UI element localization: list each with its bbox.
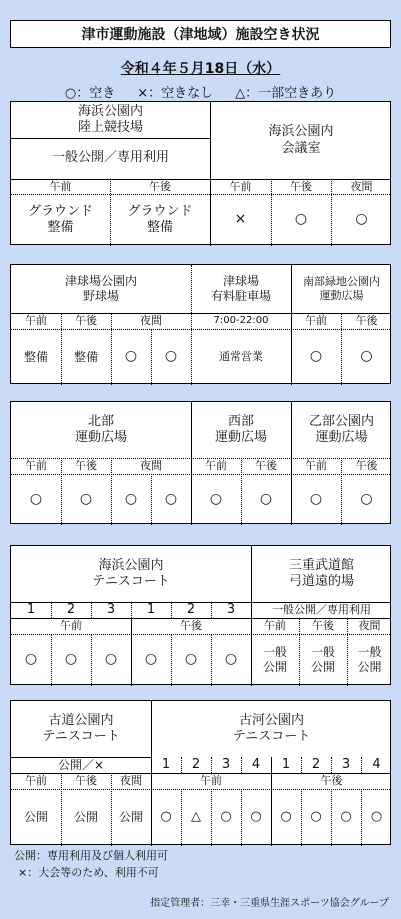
note-line: 公開：専用利用及び個人利用可 xyxy=(14,849,168,862)
footer-manager: 指定管理者：三幸・三重県生涯スポーツ協会グループ xyxy=(150,898,389,909)
legend-available: ○：空き xyxy=(64,86,116,101)
status-cell: ○ xyxy=(209,490,223,507)
facility-name: 三重武道館 弓道遠的場 xyxy=(288,557,354,589)
status-cell: ○ xyxy=(309,490,323,507)
time-header: 夜間 xyxy=(140,459,162,473)
status-cell: ○ xyxy=(184,651,198,668)
time-header: 午前 xyxy=(49,179,72,193)
facility-name: 海浜公園内 会議室 xyxy=(268,124,334,156)
facility-name: 乙部公園内 運動広場 xyxy=(308,413,374,445)
time-header: 午前 xyxy=(60,619,82,633)
status-cell: ○ xyxy=(124,348,138,365)
time-header: 午前 xyxy=(229,179,252,193)
legend xyxy=(0,82,401,101)
status-cell: ○ xyxy=(224,651,238,668)
court-number: 2 xyxy=(191,756,201,772)
time-header: 午後 xyxy=(255,459,277,473)
section-tsu-stadium xyxy=(10,264,391,384)
facility-name: 北部 運動広場 xyxy=(74,413,127,445)
court-number: 1 xyxy=(26,601,36,617)
note-line: ×：大会等のため、利用不可 xyxy=(18,865,159,879)
status-cell: ○ xyxy=(360,490,373,507)
facility-name: 津球場 有料駐車場 xyxy=(210,274,271,303)
status-cell: 整備 xyxy=(73,349,98,364)
page-title-text: 津市運動施設（津地域）施設空き状況 xyxy=(81,27,320,43)
section-kaihin-athletics-meeting xyxy=(10,101,391,245)
facility-name: 西部 運動広場 xyxy=(214,413,267,445)
legend-full: ×：空きなし xyxy=(137,86,214,101)
status-cell: ○ xyxy=(355,211,368,228)
court-number: 2 xyxy=(66,601,76,617)
facility-name: 津球場公園内 野球場 xyxy=(64,274,137,303)
status-cell: ○ xyxy=(29,490,43,507)
status-cell: 公開 xyxy=(23,810,48,824)
time-header: 午後 xyxy=(75,459,97,473)
status-cell: ○ xyxy=(104,651,118,668)
court-number: 2 xyxy=(311,756,321,772)
court-number: 2 xyxy=(186,601,196,617)
court-number: 3 xyxy=(221,756,231,772)
time-header: 午前 xyxy=(264,619,286,633)
status-cell: × xyxy=(234,211,247,228)
status-cell: ○ xyxy=(64,651,78,668)
status-cell: 通常営業 xyxy=(219,350,263,364)
facility-name: 南部緑地公園内 運動広場 xyxy=(303,275,380,302)
status-cell: ○ xyxy=(160,809,172,825)
time-header: 午後 xyxy=(180,619,202,633)
status-cell: 一般 公開 xyxy=(262,645,287,674)
status-cell: ○ xyxy=(124,490,138,507)
facility-name: 古道公園内 テニスコート xyxy=(42,712,120,744)
time-header: 夜間 xyxy=(140,314,162,328)
status-cell: ○ xyxy=(164,348,178,365)
status-cell: ○ xyxy=(294,211,308,228)
time-header: 午後 xyxy=(290,179,312,193)
status-cell: グラウンド 整備 xyxy=(127,203,193,235)
time-header: 午前 xyxy=(305,459,327,473)
court-number: 3 xyxy=(106,601,116,617)
facility-name: 海浜公園内 テニスコート xyxy=(92,557,170,589)
court-number: 3 xyxy=(226,601,236,617)
status-cell: 一般 公開 xyxy=(357,645,382,674)
notes xyxy=(14,848,168,881)
time-header: 7:00-22:00 xyxy=(213,314,269,326)
status-cell: ○ xyxy=(340,809,352,825)
status-cell: ○ xyxy=(370,809,383,825)
time-header: 午前 xyxy=(25,774,47,788)
status-cell: △ xyxy=(191,809,201,825)
facility-sub: 一般公開／専用利用 xyxy=(51,150,169,166)
time-header: 午後 xyxy=(355,459,378,473)
time-header: 午後 xyxy=(149,179,171,193)
status-cell: 公開 xyxy=(118,810,143,824)
court-number: 1 xyxy=(146,601,156,617)
time-header: 午後 xyxy=(75,314,97,328)
status-cell: ○ xyxy=(220,809,232,825)
status-cell: ○ xyxy=(360,348,373,365)
time-header: 午前 xyxy=(305,314,327,328)
court-number: 4 xyxy=(251,756,261,772)
time-header: 午後 xyxy=(75,774,97,788)
facility-sub: 一般公開／専用利用 xyxy=(272,603,371,617)
status-cell: グラウンド 整備 xyxy=(27,203,93,235)
section-tennis-courts xyxy=(10,700,391,845)
status-cell: ○ xyxy=(309,348,323,365)
page-title xyxy=(10,20,391,48)
status-cell: 一般 公開 xyxy=(310,645,335,674)
time-header: 午前 xyxy=(200,774,222,788)
court-number: 3 xyxy=(341,756,351,772)
time-header: 午後 xyxy=(320,774,343,788)
time-header: 午前 xyxy=(25,459,47,473)
date-label: 令和４年５月18日（水） xyxy=(120,61,281,77)
time-header: 午後 xyxy=(355,314,378,328)
time-header: 夜間 xyxy=(350,179,373,193)
facility-name: 海浜公園内 陸上競技場 xyxy=(77,103,143,135)
court-number: 1 xyxy=(281,756,291,772)
status-cell: ○ xyxy=(79,490,93,507)
status-cell: ○ xyxy=(164,490,178,507)
facility-name: 古河公園内 テニスコート xyxy=(232,712,311,744)
status-cell: 整備 xyxy=(23,349,48,364)
status-cell: ○ xyxy=(280,809,292,825)
status-cell: 公開 xyxy=(73,810,98,824)
court-number: 1 xyxy=(161,756,171,772)
facility-sub: 公開／× xyxy=(57,757,105,772)
time-header: 午後 xyxy=(312,619,334,633)
time-header: 午前 xyxy=(205,459,227,473)
status-cell: ○ xyxy=(144,651,158,668)
section-tennis-kyudo xyxy=(10,545,391,685)
status-cell: ○ xyxy=(310,809,322,825)
time-header: 夜間 xyxy=(120,774,142,788)
status-cell: ○ xyxy=(24,651,38,668)
time-header: 夜間 xyxy=(358,619,381,633)
time-header: 午前 xyxy=(25,314,47,328)
court-number: 4 xyxy=(372,756,381,772)
section-sports-grounds xyxy=(10,401,391,524)
legend-partial: △：一部空きあり xyxy=(235,86,337,101)
status-cell: ○ xyxy=(259,490,273,507)
status-cell: ○ xyxy=(250,809,262,825)
